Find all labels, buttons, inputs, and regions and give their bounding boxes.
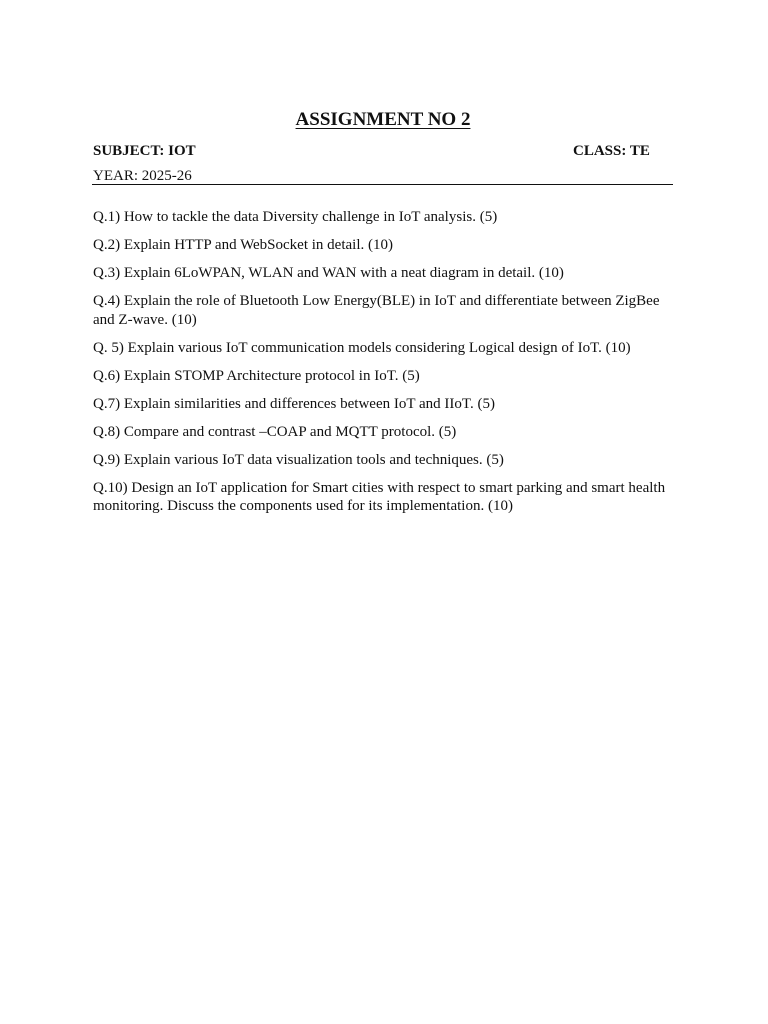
question-list	[93, 208, 673, 525]
class-label: CLASS: TE	[573, 143, 650, 159]
question-item: Q.2) Explain HTTP and WebSocket in detail. (10)	[93, 237, 393, 253]
subject-label: SUBJECT: IOT	[93, 143, 196, 159]
question-item: Q.9) Explain various IoT data visualization tools and techniques. (5)	[93, 451, 504, 468]
question-item: Q.8) Compare and contrast –COAP and MQTT protocol. (5)	[93, 423, 457, 440]
year-label: YEAR: 2025-26	[93, 168, 192, 184]
page-title: ASSIGNMENT NO 2	[295, 109, 471, 130]
question-item: Q. 5) Explain various IoT communication models considering Logical design of IoT. (10)	[93, 339, 631, 356]
question-item: Q.7) Explain similarities and differences between IoT and IIoT. (5)	[93, 395, 495, 412]
header-divider	[92, 184, 673, 185]
question-item: Q.6) Explain STOMP Architecture protocol in IoT. (5)	[93, 367, 420, 384]
question-item: Q.4) Explain the role of Bluetooth Low Energy(BLE) in IoT and differentiate between ZigBee and Z-wave. (10)	[93, 293, 660, 328]
question-item: Q.10) Design an IoT application for Smart cities with respect to smart parking and smart health monitoring. Discuss the components used for its implementation. (10)	[93, 479, 666, 514]
question-item: Q.3) Explain 6LoWPAN, WLAN and WAN with a neat diagram in detail. (10)	[93, 265, 564, 281]
question-item: Q.1) How to tackle the data Diversity challenge in IoT analysis. (5)	[93, 209, 498, 225]
